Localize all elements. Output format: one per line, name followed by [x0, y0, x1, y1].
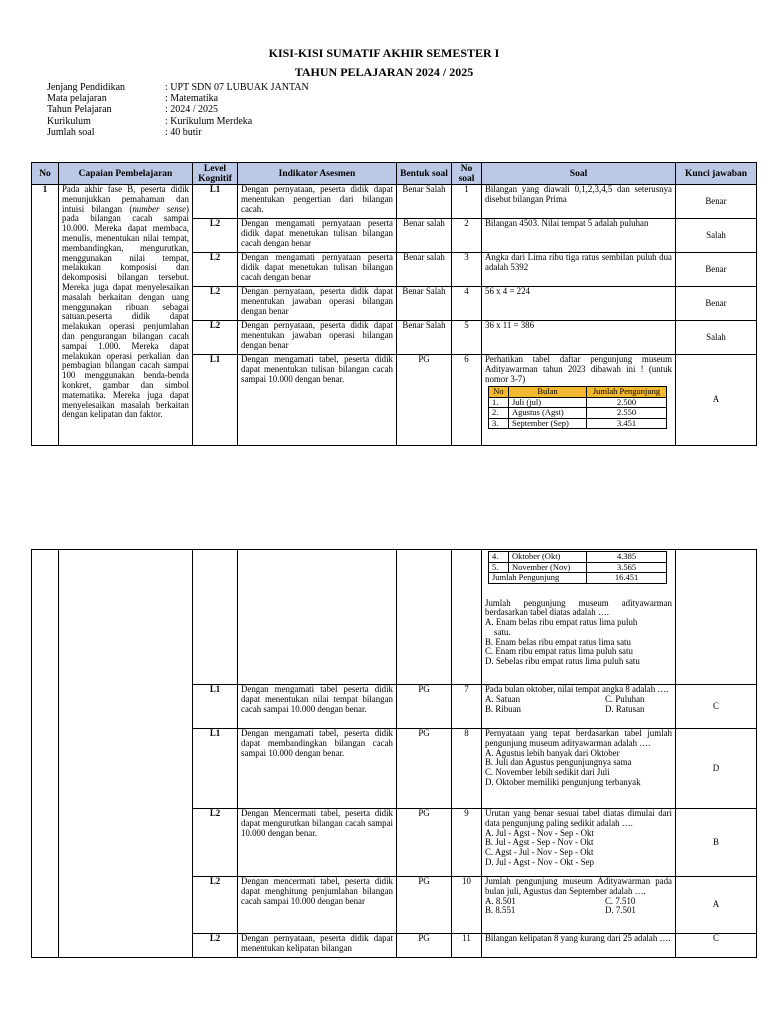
col-header-cp: Capaian Pembelajaran [59, 163, 193, 185]
museum-header-bulan: Bulan [509, 387, 587, 398]
soal-cell: Angka dari Lima ribu tiga ratus sembilan puluh dua adalah 5392 [482, 253, 676, 287]
kunci-cell: Benar [676, 185, 757, 219]
nosoal-cell: 9 [452, 809, 482, 877]
option-c: C. November lebih sedikit dari Juli [485, 767, 610, 778]
kunci-cell: B [676, 809, 757, 877]
option-a: A. Enam belas ribu empat ratus lima puluh [485, 617, 638, 628]
info-label: Jumlah soal [47, 126, 95, 138]
level-cell: L1 [193, 355, 238, 446]
kunci-cell: C [676, 685, 757, 729]
empty-cp-cell [59, 550, 193, 958]
document-subtitle: TAHUN PELAJARAN 2024 / 2025 [294, 65, 474, 79]
indikator-cell: Dengan mengamati tabel peserta didik dapat menentukan nilai tempat bilangan cacah sampai 10.000 dengan benar. [238, 685, 397, 729]
option-a: A. Jul - Agst - Nov - Sep - Okt [485, 827, 594, 838]
kunci-cell: Benar [676, 287, 757, 321]
soal-cell [482, 809, 676, 877]
table-header-row [32, 163, 757, 185]
museum-table [488, 386, 667, 429]
info-value: : 2024 / 2025 [165, 104, 219, 116]
soal-cell: Bilangan 4503. Nilai tempat 5 adalah puluhan [482, 219, 676, 253]
bentuk-cell: PG [397, 934, 452, 958]
nosoal-cell: 6 [452, 355, 482, 446]
museum-header-no: No [489, 387, 509, 398]
bentuk-cell: PG [397, 685, 452, 729]
bentuk-cell: Benar Salah [397, 321, 452, 355]
option-b: B. Jul - Agst - Sep - Nov - Okt [485, 837, 594, 848]
kunci-cell: C [676, 934, 757, 958]
options-row: B. Ribuan D. Ratusan [485, 703, 645, 714]
museum-row: 1. Juli (jul) 2.500 [489, 397, 667, 408]
question-text: Urutan yang benar sesuai tabel diatas dimulai dari data pengunjung paling sedikit adalah …. [485, 808, 672, 828]
kisi-table-page1 [31, 162, 757, 446]
option-c: C. Enam ribu empat ratus lima puluh satu [485, 646, 633, 657]
bentuk-cell: Benar Salah [397, 287, 452, 321]
info-row [47, 82, 309, 93]
bentuk-cell: Benar salah [397, 219, 452, 253]
col-header-kunci: Kunci jawaban [676, 163, 757, 185]
cp-number: 1 [32, 185, 59, 446]
indikator-cell: Dengan pernyataan, peserta didik dapat menentukan pengertian dari bilangan cacah. [238, 185, 397, 219]
bentuk-cell: PG [397, 877, 452, 934]
indikator-cell: Dengan mengamati pernyataan peserta didik dapat menetukan tulisan bilangan cacah dengan benar [238, 253, 397, 287]
bentuk-cell: PG [397, 355, 452, 446]
info-label: Tahun Pelajaran [47, 104, 112, 116]
soal-cell [482, 685, 676, 729]
soal-cell [482, 550, 676, 685]
empty-bentuk-cell [397, 550, 452, 685]
empty-no-cell [32, 550, 59, 958]
info-value: : UPT SDN 07 LUBUAK JANTAN [165, 82, 309, 93]
col-header-level: Level Kognitif [193, 163, 238, 185]
nosoal-cell: 8 [452, 729, 482, 809]
indikator-cell: Dengan Mencermati tabel, peserta didik dapat mengurutkan bilangan cacah sampai 10.000 dengan benar. [238, 809, 397, 877]
empty-indikator-cell [238, 550, 397, 685]
option-d: D. Sebelas ribu empat ratus lima puluh satu [485, 656, 640, 667]
info-row [47, 127, 309, 138]
bentuk-cell: PG [397, 809, 452, 877]
table-row [32, 185, 757, 219]
nosoal-cell: 7 [452, 685, 482, 729]
museum-header-jumlah: Jumlah Pengunjung [587, 387, 667, 398]
info-label: Mata pelajaran [47, 93, 107, 105]
level-cell: L2 [193, 934, 238, 958]
level-cell: L2 [193, 219, 238, 253]
option-d: D. Jul - Agst - Nov - Okt - Sep [485, 856, 594, 867]
question-text: Jumlah pengunjung museum adityawarman berdasarkan tabel diatas adalah …. [485, 597, 672, 618]
cp-text: Pada akhir fase B, peserta didik menunjukkan pemahaman dan intuisi bilangan (number sense) pada bilangan cacah sampai 10.000. Mereka dapat membaca, menulis, menentukan nilai tempat, membandingkan, mengurutkan, menggunakan nilai tempat, melakukan komposisi dan dekomposisi bilangan tersebut. Mereka juga dapat menyelesaikan masalah berkaitan dengan uang menggunakan ribuan sebagai satuan.peserta didik dapat melakukan operasi penjumlahan dan pengurangan bilangan cacah sampai 1.000. Mereka dapat melakukan operasi perkalian dan pembagian bilangan cacah sampai 100 menggunakan benda-benda konkret, gambar dan simbol matematika. Mereka juga dapat menyelesaikan masalah berkaitan dengan kelipatan dan faktor. [59, 185, 193, 446]
indikator-cell: Dengan pernyataan, peserta didik dapat menentukan jawaban operasi bilangan dengan benar [238, 287, 397, 321]
info-block [47, 82, 309, 138]
level-cell: L2 [193, 877, 238, 934]
col-header-nosoal: No soal [452, 163, 482, 185]
option-d: D. Oktober memiliki pengunjung terbanyak [485, 776, 641, 787]
col-header-bentuk: Bentuk soal [397, 163, 452, 185]
soal-cell: Bilangan yang diawali 0,1,2,3,4,5 dan seterusnya disebut bilangan Prima [482, 185, 676, 219]
table-row [32, 550, 757, 685]
info-value: : Matematika [165, 93, 219, 105]
info-row [47, 116, 309, 127]
nosoal-cell: 3 [452, 253, 482, 287]
nosoal-cell: 5 [452, 321, 482, 355]
col-header-soal: Soal [482, 163, 676, 185]
soal-cell [482, 355, 676, 446]
soal-cell [482, 877, 676, 934]
level-cell: L2 [193, 809, 238, 877]
nosoal-cell: 1 [452, 185, 482, 219]
kunci-cell: Salah [676, 321, 757, 355]
nosoal-cell: 11 [452, 934, 482, 958]
info-row [47, 93, 309, 104]
nosoal-cell: 10 [452, 877, 482, 934]
option-b: B. Enam belas ribu empat ratus lima satu [485, 636, 631, 647]
question-text: Pada bulan oktober, nilai tempat angka 8 adalah …. [485, 684, 669, 694]
level-cell: L2 [193, 321, 238, 355]
col-header-indikator: Indikator Asesmen [238, 163, 397, 185]
museum-row: 3. September (Sep) 3.451 [489, 418, 667, 429]
nosoal-cell: 2 [452, 219, 482, 253]
bentuk-cell: PG [397, 729, 452, 809]
info-label: Kurikulum [47, 115, 91, 127]
kunci-cell: A [676, 877, 757, 934]
bentuk-cell: Benar salah [397, 253, 452, 287]
level-cell: L2 [193, 253, 238, 287]
kisi-table-page2 [31, 549, 757, 958]
soal-text: Perhatikan tabel daftar pengunjung museum Adityawarman tahun 2023 dibawah ini ! (untuk nomor 3-7) [485, 354, 672, 384]
kunci-cell: Benar [676, 253, 757, 287]
option-c: C. Agst - Jul - Nov - Sep - Okt [485, 847, 594, 858]
info-label: Jenjang Pendidikan [47, 82, 126, 93]
bentuk-cell: Benar Salah [397, 185, 452, 219]
indikator-cell: Dengan mengamati tabel, peserta didik dapat membandingkan bilangan cacah sampai 10.000 dengan benar. [238, 729, 397, 809]
options-row: A. 8.501 C. 7.510 [485, 895, 636, 906]
question-text: Pernyataan yang tepat berdasarkan tabel jumlah pengunjung museum adityawarman adalah …. [485, 728, 672, 748]
option-a-cont: satu. [494, 626, 511, 637]
level-cell: L2 [193, 287, 238, 321]
kunci-cell: Salah [676, 219, 757, 253]
empty-kunci-cell [676, 550, 757, 685]
indikator-cell: Dengan pernyataan, peserta didik dapat menentukan jawaban operasi bilangan dengan benar [238, 321, 397, 355]
empty-level-cell [193, 550, 238, 685]
soal-cell [482, 729, 676, 809]
option-a: A. Agustus lebih banyak dari Oktober [485, 747, 620, 758]
kunci-cell: D [676, 729, 757, 809]
empty-nosoal-cell [452, 550, 482, 685]
soal-cell: 36 x 11 = 386 [482, 321, 676, 355]
museum-table-continued [488, 551, 667, 584]
level-cell: L1 [193, 185, 238, 219]
options-row: A. Satuan C. Puluhan [485, 693, 645, 704]
level-cell: L1 [193, 685, 238, 729]
indikator-cell: Dengan pernyataan, peserta didik dapat menentukan kelipatan bilangan [238, 934, 397, 958]
question-text: Jumlah pengunjung museum Adityawarman pada bulan juli, Agustus dan September adalah …. [485, 876, 672, 896]
info-row [47, 104, 309, 115]
indikator-cell: Dengan mencermati tabel, peserta didik dapat menghitung penjumlahan bilangan cacah sampai 10.000 dengan benar [238, 877, 397, 934]
soal-cell: Bilangan kelipatan 8 yang kurang dari 25 adalah …. [482, 934, 676, 958]
soal-cell: 56 x 4 = 224 [482, 287, 676, 321]
document-title: KISI-KISI SUMATIF AKHIR SEMESTER I [268, 46, 500, 60]
info-value: : Kurikulum Merdeka [165, 115, 253, 127]
options-row: B. 8.551 D. 7.501 [485, 905, 636, 916]
museum-row: 4. Oktober (Okt) 4.385 [489, 552, 667, 563]
info-value: : 40 butir [165, 126, 202, 138]
museum-row: 2. Agustus (Agst) 2.550 [489, 408, 667, 419]
option-b: B. Juli dan Agustus pengunjungnya sama [485, 757, 632, 768]
kunci-cell: A [676, 355, 757, 446]
col-header-no: No [32, 163, 59, 185]
museum-row: 5. November (Nov) 3.565 [489, 562, 667, 573]
indikator-cell: Dengan mengamati pernyataan peserta didik dapat menetukan tulisan bilangan cacah dengan benar [238, 219, 397, 253]
nosoal-cell: 4 [452, 287, 482, 321]
level-cell: L1 [193, 729, 238, 809]
indikator-cell: Dengan mengamati tabel, peserta didik dapat menentukan tulisan bilangan cacah sampai 10.000 dengan benar. [238, 355, 397, 446]
museum-total-row: Jumlah Pengunjung 16.451 [489, 573, 667, 584]
